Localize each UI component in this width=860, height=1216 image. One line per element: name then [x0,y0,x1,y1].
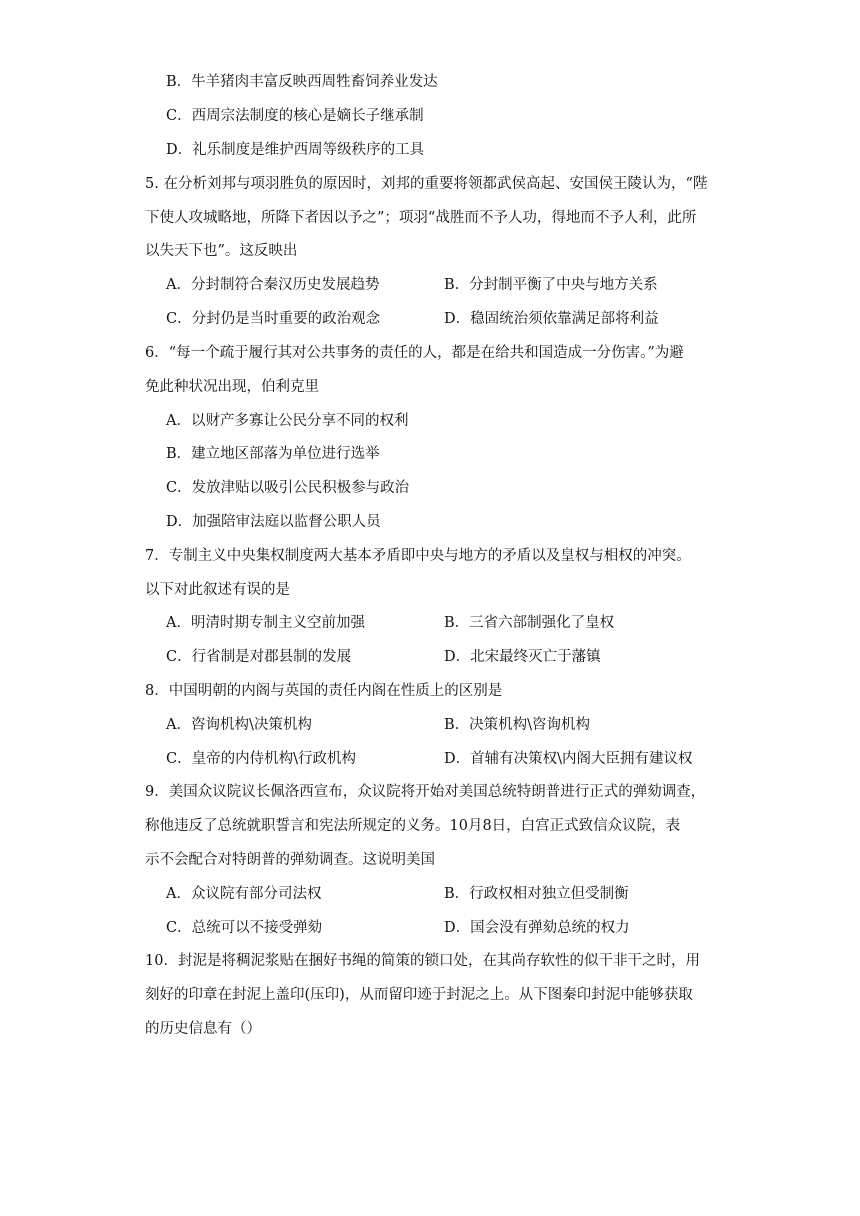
q9-stem-line-3: 示不会配合对特朗普的弹劾调查。这说明美国 [145,852,435,868]
q5-option-c: C．分封仍是当时重要的政治观念 [166,311,381,327]
q7-option-c: C．行省制是对郡县制的发展 [166,649,352,665]
q10-stem-line-3: 的历史信息有（） [145,1021,261,1037]
q5-option-a: A．分封制符合秦汉历史发展趋势 [166,277,380,293]
q9-option-a: A．众议院有部分司法权 [166,886,322,902]
q4-option-d: D．礼乐制度是维护西周等级秩序的工具 [166,142,425,158]
q9-stem-line-1: 9．美国众议院议长佩洛西宣布，众议院将开始对美国总统特朗普进行正式的弹劾调查， [145,784,706,800]
q8-option-a: A．咨询机构\决策机构 [166,717,312,733]
q7-option-a: A．明清时期专制主义空前加强 [166,615,365,631]
q8-option-b: B．决策机构\咨询机构 [444,717,591,733]
q5-option-b: B．分封制平衡了中央与地方关系 [444,277,658,293]
q6-stem-line-1: 6．“每一个疏于履行其对公共事务的责任的人，都是在给共和国造成一分伤害。”为避 [145,345,684,361]
q9-option-d: D．国会没有弹劾总统的权力 [444,920,630,936]
q10-stem-line-2: 刻好的印章在封泥上盖印(压印)，从而留印迹于封泥之上。从下图秦印封泥中能够获取 [145,987,693,1003]
q8-option-d: D．首辅有决策权\内阁大臣拥有建议权 [444,751,693,767]
q5-stem-line-2: 下使人攻城略地，所降下者因以予之”；项羽“战胜而不予人功，得地而不予人利，此所 [145,210,697,226]
q4-option-c: C．西周宗法制度的核心是嫡长子继承制 [166,108,424,124]
q6-stem-line-2: 免此种状况出现，伯利克里 [145,379,319,395]
q4-option-b: B．牛羊猪肉丰富反映西周牲畜饲养业发达 [166,74,438,90]
q6-option-a: A．以财产多寡让公民分享不同的权利 [166,413,409,429]
q5-stem-line-1: 5. 在分析刘邦与项羽胜负的原因时，刘邦的重要将领都武侯高起、安国侯王陵认为，“陛 [145,176,708,192]
q10-stem-line-1: 10．封泥是将稠泥浆贴在捆好书绳的简策的锁口处，在其尚存软性的似干非干之时，用 [145,953,700,969]
q9-stem-line-2: 称他违反了总统就职誓言和宪法所规定的义务。10月8日，白宫正式致信众议院，表 [145,818,681,834]
q5-option-d: D．稳固统治须依靠满足部将利益 [444,311,659,327]
q9-option-c: C．总统可以不接受弹劾 [166,920,323,936]
q9-option-b: B．行政权相对独立但受制衡 [444,886,629,902]
q6-option-c: C．发放津贴以吸引公民积极参与政治 [166,480,410,496]
q5-stem-line-3: 以失天下也”。这反映出 [145,243,298,259]
q7-stem-line-1: 7．专制主义中央集权制度两大基本矛盾即中央与地方的矛盾以及皇权与相权的冲突。 [145,548,691,564]
q7-stem-line-2: 以下对此叙述有误的是 [145,582,290,598]
q8-stem-line-1: 8．中国明朝的内阁与英国的责任内阁在性质上的区别是 [145,683,503,699]
q7-option-d: D．北宋最终灭亡于藩镇 [444,649,601,665]
q8-option-c: C．皇帝的内侍机构\行政机构 [166,751,356,767]
q6-option-b: B．建立地区部落为单位进行选举 [166,446,380,462]
q7-option-b: B．三省六部制强化了皇权 [444,615,615,631]
q6-option-d: D．加强陪审法庭以监督公职人员 [166,514,381,530]
